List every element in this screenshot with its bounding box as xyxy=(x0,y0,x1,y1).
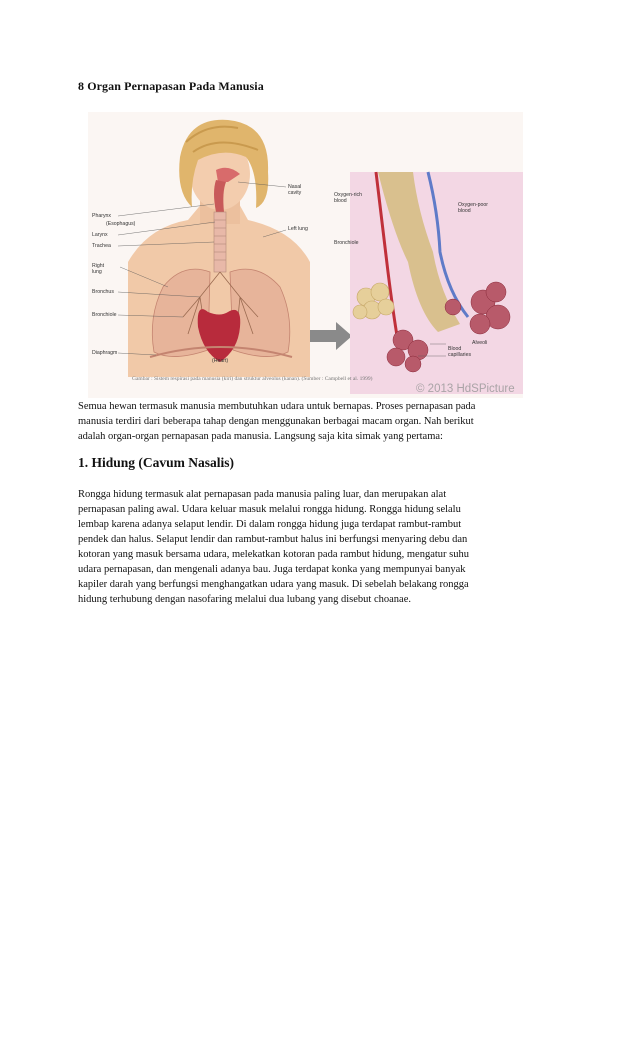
label-left-lung: Left lung xyxy=(288,226,308,232)
label-oxygen-rich-2: blood xyxy=(334,198,347,204)
label-blood-capillaries-1: Blood xyxy=(448,346,462,352)
label-oxygen-poor-1: Oxygen-poor xyxy=(458,202,488,208)
figure-watermark: © 2013 HdSPicture xyxy=(416,383,515,395)
label-nasal-cavity-1: Nasal xyxy=(288,184,302,190)
section-line: pendek dan halus. Selaput lendir dan rambut-rambut halus ini berfungsi menyaring debu dan xyxy=(78,534,468,545)
section-line: udara pernapasan, dan mengenali adanya bau. Juga terdapat konka yang mempunyai banyak xyxy=(78,564,466,575)
label-right-lung-1: Right xyxy=(92,263,105,269)
intro-line: manusia terdiri dari beberapa tahap dengan menggunakan berbagai macam organ. Nah berikut xyxy=(78,416,474,427)
label-oxygen-poor-2: blood xyxy=(458,208,471,214)
label-nasal-cavity-2: cavity xyxy=(288,190,302,196)
section-line: lembap karena adanya selaput lendir. Di dalam rongga hidung juga terdapat rambut-rambut xyxy=(78,519,462,530)
respiratory-system-figure xyxy=(88,112,523,398)
respiratory-illustration xyxy=(88,112,523,398)
intro-line: Semua hewan termasuk manusia membutuhkan udara untuk bernapas. Proses pernapasan pada xyxy=(78,401,476,412)
label-alveoli: Alveoli xyxy=(472,340,488,346)
section-line: kapiler darah yang berfungsi menghangatkan udara yang masuk. Di sebelah belakang rongga xyxy=(78,579,469,590)
label-blood-capillaries-2: capillaries xyxy=(448,352,472,358)
label-heart: (Heart) xyxy=(212,358,229,364)
section-line: kotoran yang masuk bersama udara, melekatkan kotoran pada rambut hidung, mengatur suhu xyxy=(78,549,470,560)
document-title: 8 Organ Pernapasan Pada Manusia xyxy=(78,79,264,93)
label-bronchus: Bronchus xyxy=(92,289,114,295)
label-bronchiole-right: Bronchiole xyxy=(334,240,359,246)
label-right-lung-2: lung xyxy=(92,269,102,275)
figure-caption: Gambar : Sistem respirasi pada manusia (kiri) dan struktur alveolus (kanan). (Sumber : Campbell et al. 1999) xyxy=(132,376,373,382)
section-line: hidung terhubung dengan nasofaring melalui dua lubang yang disebut choanae. xyxy=(78,594,411,605)
label-oxygen-rich-1: Oxygen-rich xyxy=(334,192,362,198)
label-diaphragm: Diaphragm xyxy=(92,350,118,356)
intro-line: adalah organ-organ pernapasan pada manusia. Langsung saja kita simak yang pertama: xyxy=(78,431,443,442)
intro-paragraph xyxy=(78,399,553,444)
label-larynx: Larynx xyxy=(92,232,108,238)
section-heading: 1. Hidung (Cavum Nasalis) xyxy=(78,455,235,470)
label-pharynx: Pharynx xyxy=(92,213,112,219)
section-paragraph xyxy=(78,487,553,607)
label-trachea: Trachea xyxy=(92,243,111,249)
section-line: pernapasan paling awal. Udara keluar masuk melalui rongga hidung. Rongga hidung selalu xyxy=(78,504,461,515)
section-line: Rongga hidung termasuk alat pernapasan pada manusia paling luar, dan merupakan alat xyxy=(78,489,447,500)
label-bronchiole-left: Bronchiole xyxy=(92,312,117,318)
label-esophagus: (Esophagus) xyxy=(106,221,136,227)
